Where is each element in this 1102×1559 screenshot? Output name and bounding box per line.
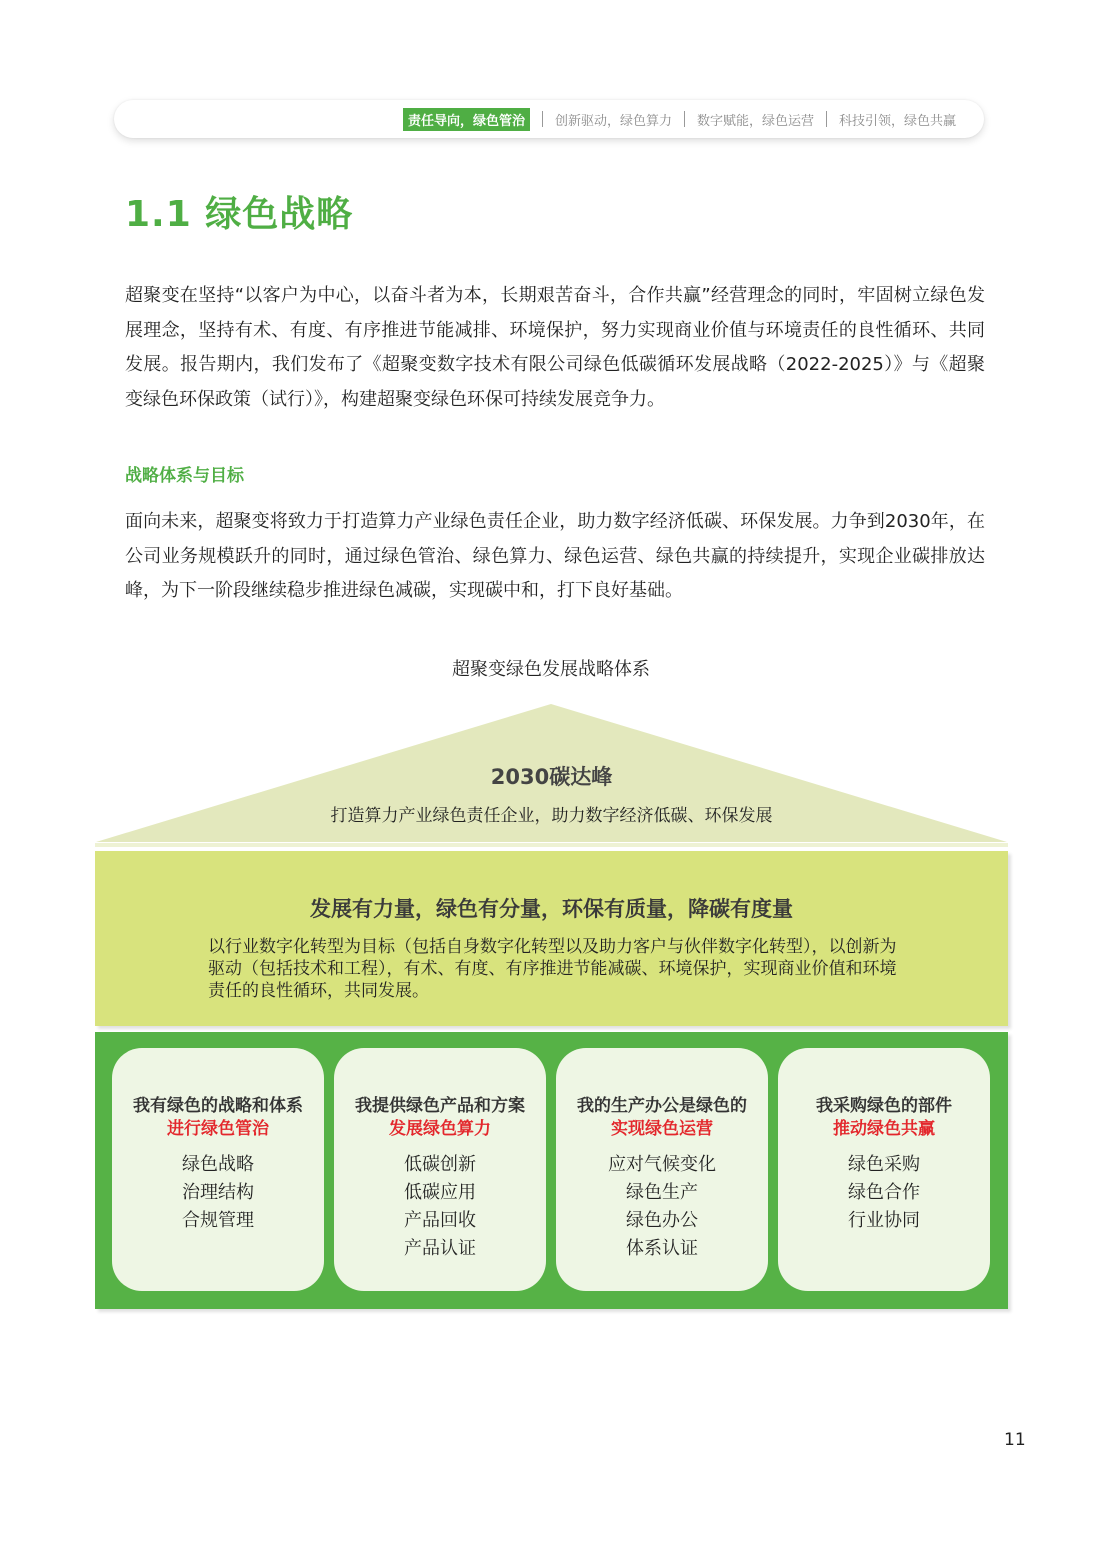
goal-paragraph: 面向未来，超聚变将致力于打造算力产业绿色责任企业，助力数字经济低碳、环保发展。力争到2030年，在公司业务规模跃升的同时，通过绿色管治、绿色算力、绿色运营、绿色共赢的持续提升，实现企业碳排放达峰，为下一阶段继续稳步推进绿色减碳，实现碳中和，打下良好基础。 — [125, 511, 985, 601]
nav-divider — [684, 111, 685, 127]
pillar-items — [556, 1151, 768, 1263]
roof-subtitle: 打造算力产业绿色责任企业，助力数字经济低碳、环保发展 — [330, 806, 773, 826]
sub-title: 战略体系与目标 — [125, 466, 244, 486]
section-title: 1.1 绿色战略 — [125, 194, 354, 235]
nav-divider — [826, 111, 827, 127]
pillar-items — [334, 1151, 546, 1263]
pillar-item: 低碳创新 — [404, 1154, 476, 1175]
pillar-head: 我提供绿色产品和方案 — [355, 1096, 525, 1116]
middle-text: 以行业数字化转型为目标（包括自身数字化转型以及助力客户与伙伴数字化转型），以创新为驱动（包括技术和工程），有术、有度、有序推进节能减碳、环境保护，实现商业价值和环境责任的良性循环，共同发展。 — [208, 937, 897, 1001]
pillar-item: 绿色生产 — [626, 1182, 698, 1203]
pillar-item: 绿色办公 — [626, 1210, 698, 1231]
pillar-head: 我采购绿色的部件 — [816, 1096, 952, 1116]
pillar-item: 行业协同 — [848, 1210, 920, 1231]
middle-title: 发展有力量，绿色有分量，环保有质量，降碳有度量 — [310, 897, 793, 921]
pillar-item: 绿色合作 — [848, 1182, 920, 1203]
nav-tabs — [403, 100, 956, 138]
pillar-items — [778, 1151, 990, 1235]
nav-tab-operations[interactable]: 数字赋能，绿色运营 — [696, 113, 814, 129]
pillar-computing — [334, 1048, 546, 1291]
intro-paragraph: 超聚变在坚持“以客户为中心，以奋斗者为本，长期艰苦奋斗，合作共赢”经营理念的同时，牢固树立绿色发展理念，坚持有术、有度、有序推进节能减排、环境保护，努力实现商业价值与环境责任的良性循环、共同发展。报告期内，我们发布了《超聚变数字技术有限公司绿色低碳循环发展战略（2022-2025）》与《超聚变绿色环保政策（试行）》，构建超聚变绿色环保可持续发展竞争力。 — [125, 285, 985, 410]
pillar-item: 应对气候变化 — [608, 1154, 716, 1175]
diagram-middle-band — [95, 851, 1008, 1026]
nav-tab-win-win[interactable]: 科技引领，绿色共赢 — [838, 113, 956, 129]
pillar-highlight: 发展绿色算力 — [389, 1119, 491, 1139]
pillar-highlight: 推动绿色共赢 — [833, 1119, 935, 1139]
nav-divider — [542, 111, 543, 127]
pillar-highlight: 实现绿色运营 — [611, 1119, 713, 1139]
diagram-title: 超聚变绿色发展战略体系 — [452, 659, 650, 680]
nav-tab-governance[interactable]: 责任导向，绿色管治 — [403, 108, 530, 131]
pillar-item: 治理结构 — [182, 1182, 254, 1203]
pillar-item: 产品认证 — [404, 1238, 476, 1259]
pillar-item: 合规管理 — [182, 1210, 254, 1231]
pillar-head: 我有绿色的战略和体系 — [133, 1096, 303, 1116]
pillar-item: 低碳应用 — [404, 1182, 476, 1203]
pillar-item: 绿色采购 — [848, 1154, 920, 1175]
pillar-highlight: 进行绿色管治 — [167, 1119, 269, 1139]
nav-tab-computing[interactable]: 创新驱动，绿色算力 — [554, 113, 672, 129]
pillar-governance — [112, 1048, 324, 1291]
pillar-item: 产品回收 — [404, 1210, 476, 1231]
roof-title: 2030碳达峰 — [490, 765, 613, 789]
pillar-operations — [556, 1048, 768, 1291]
pillar-item: 体系认证 — [626, 1238, 698, 1259]
pillar-win-win — [778, 1048, 990, 1291]
pillar-items — [112, 1151, 324, 1235]
page-number: 11 — [1004, 1430, 1026, 1450]
top-navigation — [114, 100, 984, 138]
diagram-pillars-band — [95, 1032, 1008, 1309]
pillar-head: 我的生产办公是绿色的 — [577, 1096, 747, 1116]
pillar-item: 绿色战略 — [182, 1154, 254, 1175]
